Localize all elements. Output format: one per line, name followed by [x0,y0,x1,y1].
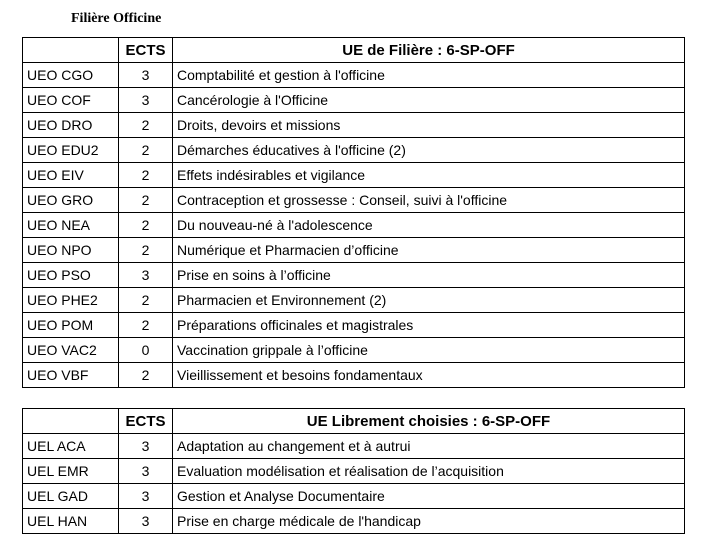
ue-code-cell: UEO NEA [23,213,119,238]
ue-label-cell: Vaccination grippale à l’officine [173,338,685,363]
ue-code-cell: UEO DRO [23,113,119,138]
ue-libre-body [23,434,685,534]
table-row [23,313,685,338]
ects-cell: 3 [119,484,173,509]
ects-cell: 3 [119,63,173,88]
ue-code-cell: UEL EMR [23,459,119,484]
ects-cell: 2 [119,113,173,138]
table-row [23,138,685,163]
ue-code-cell: UEO PSO [23,263,119,288]
ue-code-cell: UEO NPO [23,238,119,263]
header-ects: ECTS [119,409,173,434]
ects-cell: 2 [119,188,173,213]
header-code [23,409,119,434]
ue-label-cell: Evaluation modélisation et réalisation de l’acquisition [173,459,685,484]
table-row [23,163,685,188]
ue-code-cell: UEO PHE2 [23,288,119,313]
ue-label-cell: Effets indésirables et vigilance [173,163,685,188]
ue-label-cell: Prise en charge médicale de l'handicap [173,509,685,534]
ue-code-cell: UEO EIV [23,163,119,188]
ue-code-cell: UEO COF [23,88,119,113]
ue-code-cell: UEO POM [23,313,119,338]
ue-code-cell: UEO CGO [23,63,119,88]
ects-cell: 2 [119,363,173,388]
header-title: UE Librement choisies : 6-SP-OFF [173,409,685,434]
ects-cell: 3 [119,434,173,459]
table-row [23,213,685,238]
table-row [23,363,685,388]
table-row [23,188,685,213]
ue-code-cell: UEO VBF [23,363,119,388]
table-row [23,459,685,484]
ects-cell: 2 [119,288,173,313]
ects-cell: 2 [119,163,173,188]
ue-label-cell: Adaptation au changement et à autrui [173,434,685,459]
table-row [23,484,685,509]
ue-code-cell: UEL ACA [23,434,119,459]
table-row [23,263,685,288]
ue-label-cell: Prise en soins à l’officine [173,263,685,288]
ects-cell: 2 [119,138,173,163]
table-header-row [23,409,685,434]
ects-cell: 3 [119,88,173,113]
ue-libre-table [22,408,685,534]
ue-code-cell: UEO EDU2 [23,138,119,163]
page-title: Filière Officine [71,11,162,26]
ue-filiere-table [22,37,685,388]
ue-label-cell: Du nouveau-né à l'adolescence [173,213,685,238]
table-header-row [23,38,685,63]
header-code [23,38,119,63]
ue-code-cell: UEL HAN [23,509,119,534]
header-title: UE de Filière : 6-SP-OFF [173,38,685,63]
table-row [23,434,685,459]
ue-code-cell: UEO GRO [23,188,119,213]
table-row [23,88,685,113]
ue-code-cell: UEL GAD [23,484,119,509]
ue-label-cell: Droits, devoirs et missions [173,113,685,138]
table-row [23,63,685,88]
ue-label-cell: Numérique et Pharmacien d’officine [173,238,685,263]
table-row [23,238,685,263]
ue-label-cell: Cancérologie à l'Officine [173,88,685,113]
ue-label-cell: Préparations officinales et magistrales [173,313,685,338]
ue-label-cell: Pharmacien et Environnement (2) [173,288,685,313]
ects-cell: 3 [119,459,173,484]
ects-cell: 3 [119,509,173,534]
ue-filiere-body [23,63,685,388]
ue-label-cell: Contraception et grossesse : Conseil, suivi à l'officine [173,188,685,213]
ects-cell: 0 [119,338,173,363]
table-row [23,338,685,363]
table-row [23,288,685,313]
ects-cell: 3 [119,263,173,288]
table-row [23,113,685,138]
ects-cell: 2 [119,213,173,238]
ue-label-cell: Comptabilité et gestion à l'officine [173,63,685,88]
ue-label-cell: Gestion et Analyse Documentaire [173,484,685,509]
ects-cell: 2 [119,238,173,263]
ects-cell: 2 [119,313,173,338]
table-row [23,509,685,534]
ue-code-cell: UEO VAC2 [23,338,119,363]
header-ects: ECTS [119,38,173,63]
ue-label-cell: Démarches éducatives à l'officine (2) [173,138,685,163]
ue-label-cell: Vieillissement et besoins fondamentaux [173,363,685,388]
